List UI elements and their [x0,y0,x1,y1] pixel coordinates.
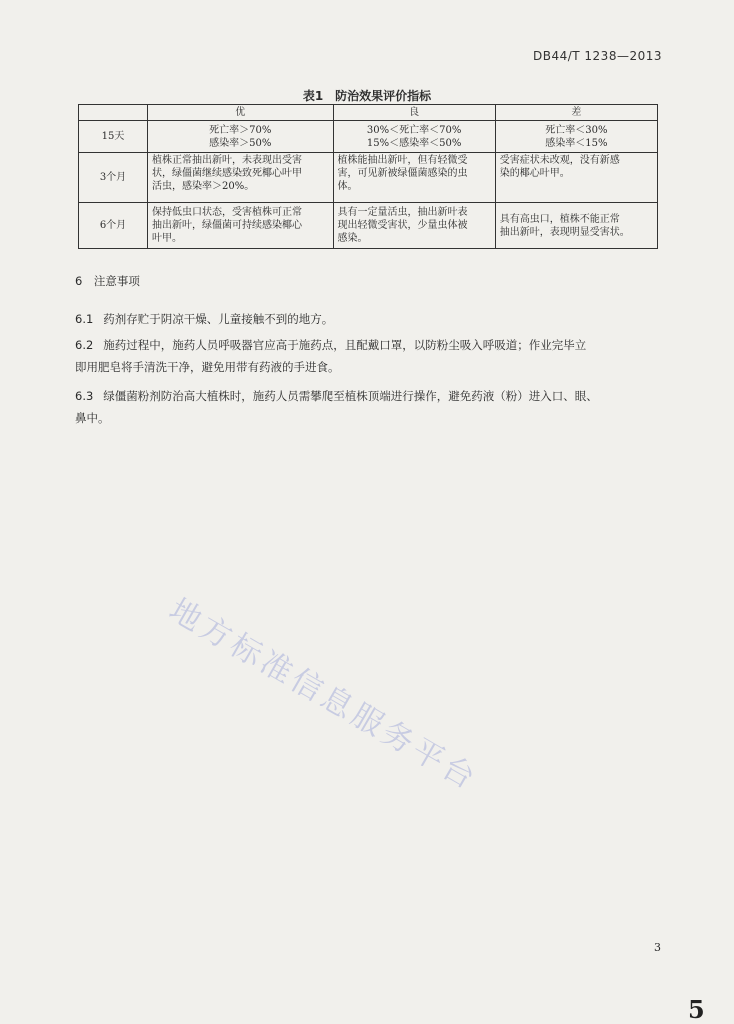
document-id: DB44/T 1238—2013 [532,49,662,63]
table-header-good: 良 [333,105,495,121]
cell-line: 植株能抽出新叶，但有轻微受 [337,155,468,166]
clause-text: 施药过程中，施药人员呼吸器官应高于施药点，且配戴口罩，以防粉尘吸入呼吸道；作业完毕立 [103,338,587,352]
row-label: 6个月 [79,203,148,249]
paragraph-6-1 [75,308,665,330]
paragraph-line: 鼻中。 [75,411,110,425]
clause-text: 绿僵菌粉剂防治高大植株时，施药人员需攀爬至植株顶端进行操作，避免药液（粉）进入口、眼、 [103,389,598,403]
cell-line: 死亡率＜30% [545,124,608,136]
cell-line: 受害症状未改观，没有新感 [499,155,620,166]
cell-line: 染的椰心叶甲。 [499,168,570,179]
cell-line: 具有一定量活虫，抽出新叶表 [337,207,468,218]
cell-line: 保持低虫口状态，受害植株可正常 [152,207,302,218]
cell-line: 30%＜死亡率＜70% [366,124,462,136]
table-cell [148,203,334,249]
cell-line: 叶甲。 [152,233,182,244]
row-label: 15天 [79,121,148,153]
table-header-row [79,105,658,121]
corner-page-number: 5 [688,995,705,1024]
cell-line: 现出轻微受害状，少量虫体被 [337,220,468,231]
cell-line: 具有高虫口，植株不能正常 [499,213,620,225]
table-cell [148,153,334,203]
cell-line: 植株正常抽出新叶，未表现出受害 [152,155,302,166]
table-cell [495,153,657,203]
table-row [79,121,658,153]
table-cell [333,153,495,203]
cell-line: 体。 [337,181,358,192]
cell-line: 死亡率＞70% [209,124,272,136]
clause-number: 6.1 [75,312,94,326]
cell-line: 感染率＞50% [209,137,272,149]
cell-line: 感染率＜15% [545,137,608,149]
cell-line: 感染。 [337,233,368,244]
cell-line: 15%＜感染率＜50% [366,137,462,149]
table-row [79,153,658,203]
cell-line: 活虫，感染率＞20%。 [152,181,255,192]
clause-text: 药剂存贮于阴凉干燥、儿童接触不到的地方。 [103,312,334,326]
clause-number: 6.2 [75,338,94,352]
paragraph-line [75,308,665,330]
table-header-poor: 差 [495,105,657,121]
paragraph-6-2 [75,334,665,378]
row-label: 3个月 [79,153,148,203]
table-cell [148,121,334,153]
table-row [79,203,658,249]
table-cell [333,203,495,249]
table-cell [333,121,495,153]
section-heading: 6 注意事项 [75,274,140,288]
page-number: 3 [654,941,661,954]
table-cell [495,203,657,249]
table-caption: 表1 防治效果评价指标 [302,89,432,103]
table-cell [495,121,657,153]
cell-line: 抽出新叶，表现明显受害状。 [499,226,630,238]
cell-line: 状，绿僵菌继续感染致死椰心叶甲 [152,168,302,179]
table-header-empty [79,105,148,121]
cell-line: 害，可见新被绿僵菌感染的虫 [337,168,468,179]
evaluation-table [78,104,658,249]
cell-line: 抽出新叶，绿僵菌可持续感染椰心 [152,220,302,231]
paragraph-line: 即用肥皂将手清洗干净，避免用带有药液的手进食。 [75,360,340,374]
paragraph-line [75,334,665,356]
clause-number: 6.3 [75,389,94,403]
paragraph-6-3 [75,385,665,429]
paragraph-line [75,385,665,407]
table-header-excellent: 优 [148,105,334,121]
watermark: 地方标准信息服务平台 [163,591,485,799]
